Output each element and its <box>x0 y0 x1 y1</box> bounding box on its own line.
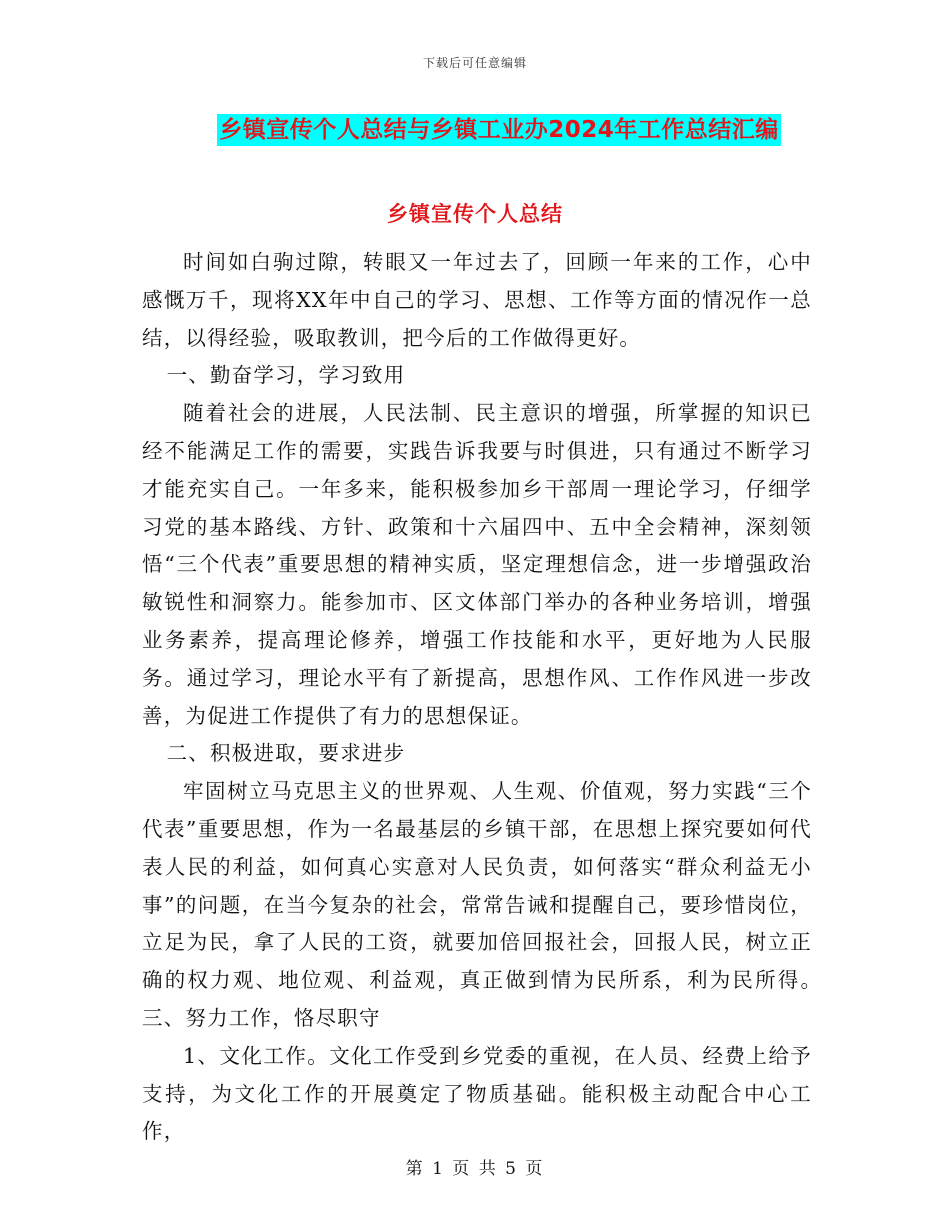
paragraph-progress: 牢固树立马克思主义的世界观、人生观、价值观，努力实践“三个代表”重要思想，作为一名最基层的乡镇干部，在思想上探究要如何代表人民的利益，如何真心实意对人民负责，如何落实“群众利益无小事”的问题，在当今复杂的社会，常常告诫和提醒自己，要珍惜岗位，立足为民，拿了人民的工资，就要加倍回报社会，回报人民，树立正确的权力观、地位观、利益观，真正做到情为民所系，利为民所得。 三、努力工作，恪尽职守 <box>142 779 856 1030</box>
paragraph-heading-2: 二、积极进取，要求进步 <box>166 741 406 766</box>
paragraph-intro: 时间如白驹过隙，转眼又一年过去了，回顾一年来的工作，心中感慨万千，现将XX年中自己的学习、思想、工作等方面的情况作一总结，以得经验，吸取教训，把今后的工作做得更好。 <box>142 250 812 350</box>
paragraph-heading-1: 一、勤奋学习，学习致用 <box>166 363 406 388</box>
paragraph-culture-work: 1、文化工作。文化工作受到乡党委的重视，在人员、经费上给予支持，为文化工作的开展奠定了物质基础。能积极主动配合中心工作， <box>142 1043 812 1144</box>
header-note: 下载后可任意编辑 <box>422 56 527 70</box>
document-main-title: 乡镇宣传个人总结与乡镇工业办2024年工作总结汇编 <box>217 114 781 146</box>
main-title-wrap <box>0 114 950 146</box>
section-title: 乡镇宣传个人总结 <box>387 202 563 226</box>
paragraph-study: 随着社会的进展，人民法制、民主意识的增强，所掌握的知识已经不能满足工作的需要，实践告诉我要与时俱进，只有通过不断学习才能充实自己。一年多来，能积极参加乡干部周一理论学习，仔细学习党的基本路线、方针、政策和十六届四中、五中全会精神，深刻领悟“三个代表”重要思想的精神实质，坚定理想信念，进一步增强政治敏锐性和洞察力。能参加市、区文体部门举办的各种业务培训，增强业务素养，提高理论修养，增强工作技能和水平，更好地为人民服务。通过学习，理论水平有了新提高，思想作风、工作作风进一步改善，为促进工作提供了有力的思想保证。 <box>142 401 812 728</box>
page-footer: 第 1 页 共 5 页 <box>405 1159 545 1179</box>
document-body <box>142 244 856 1151</box>
